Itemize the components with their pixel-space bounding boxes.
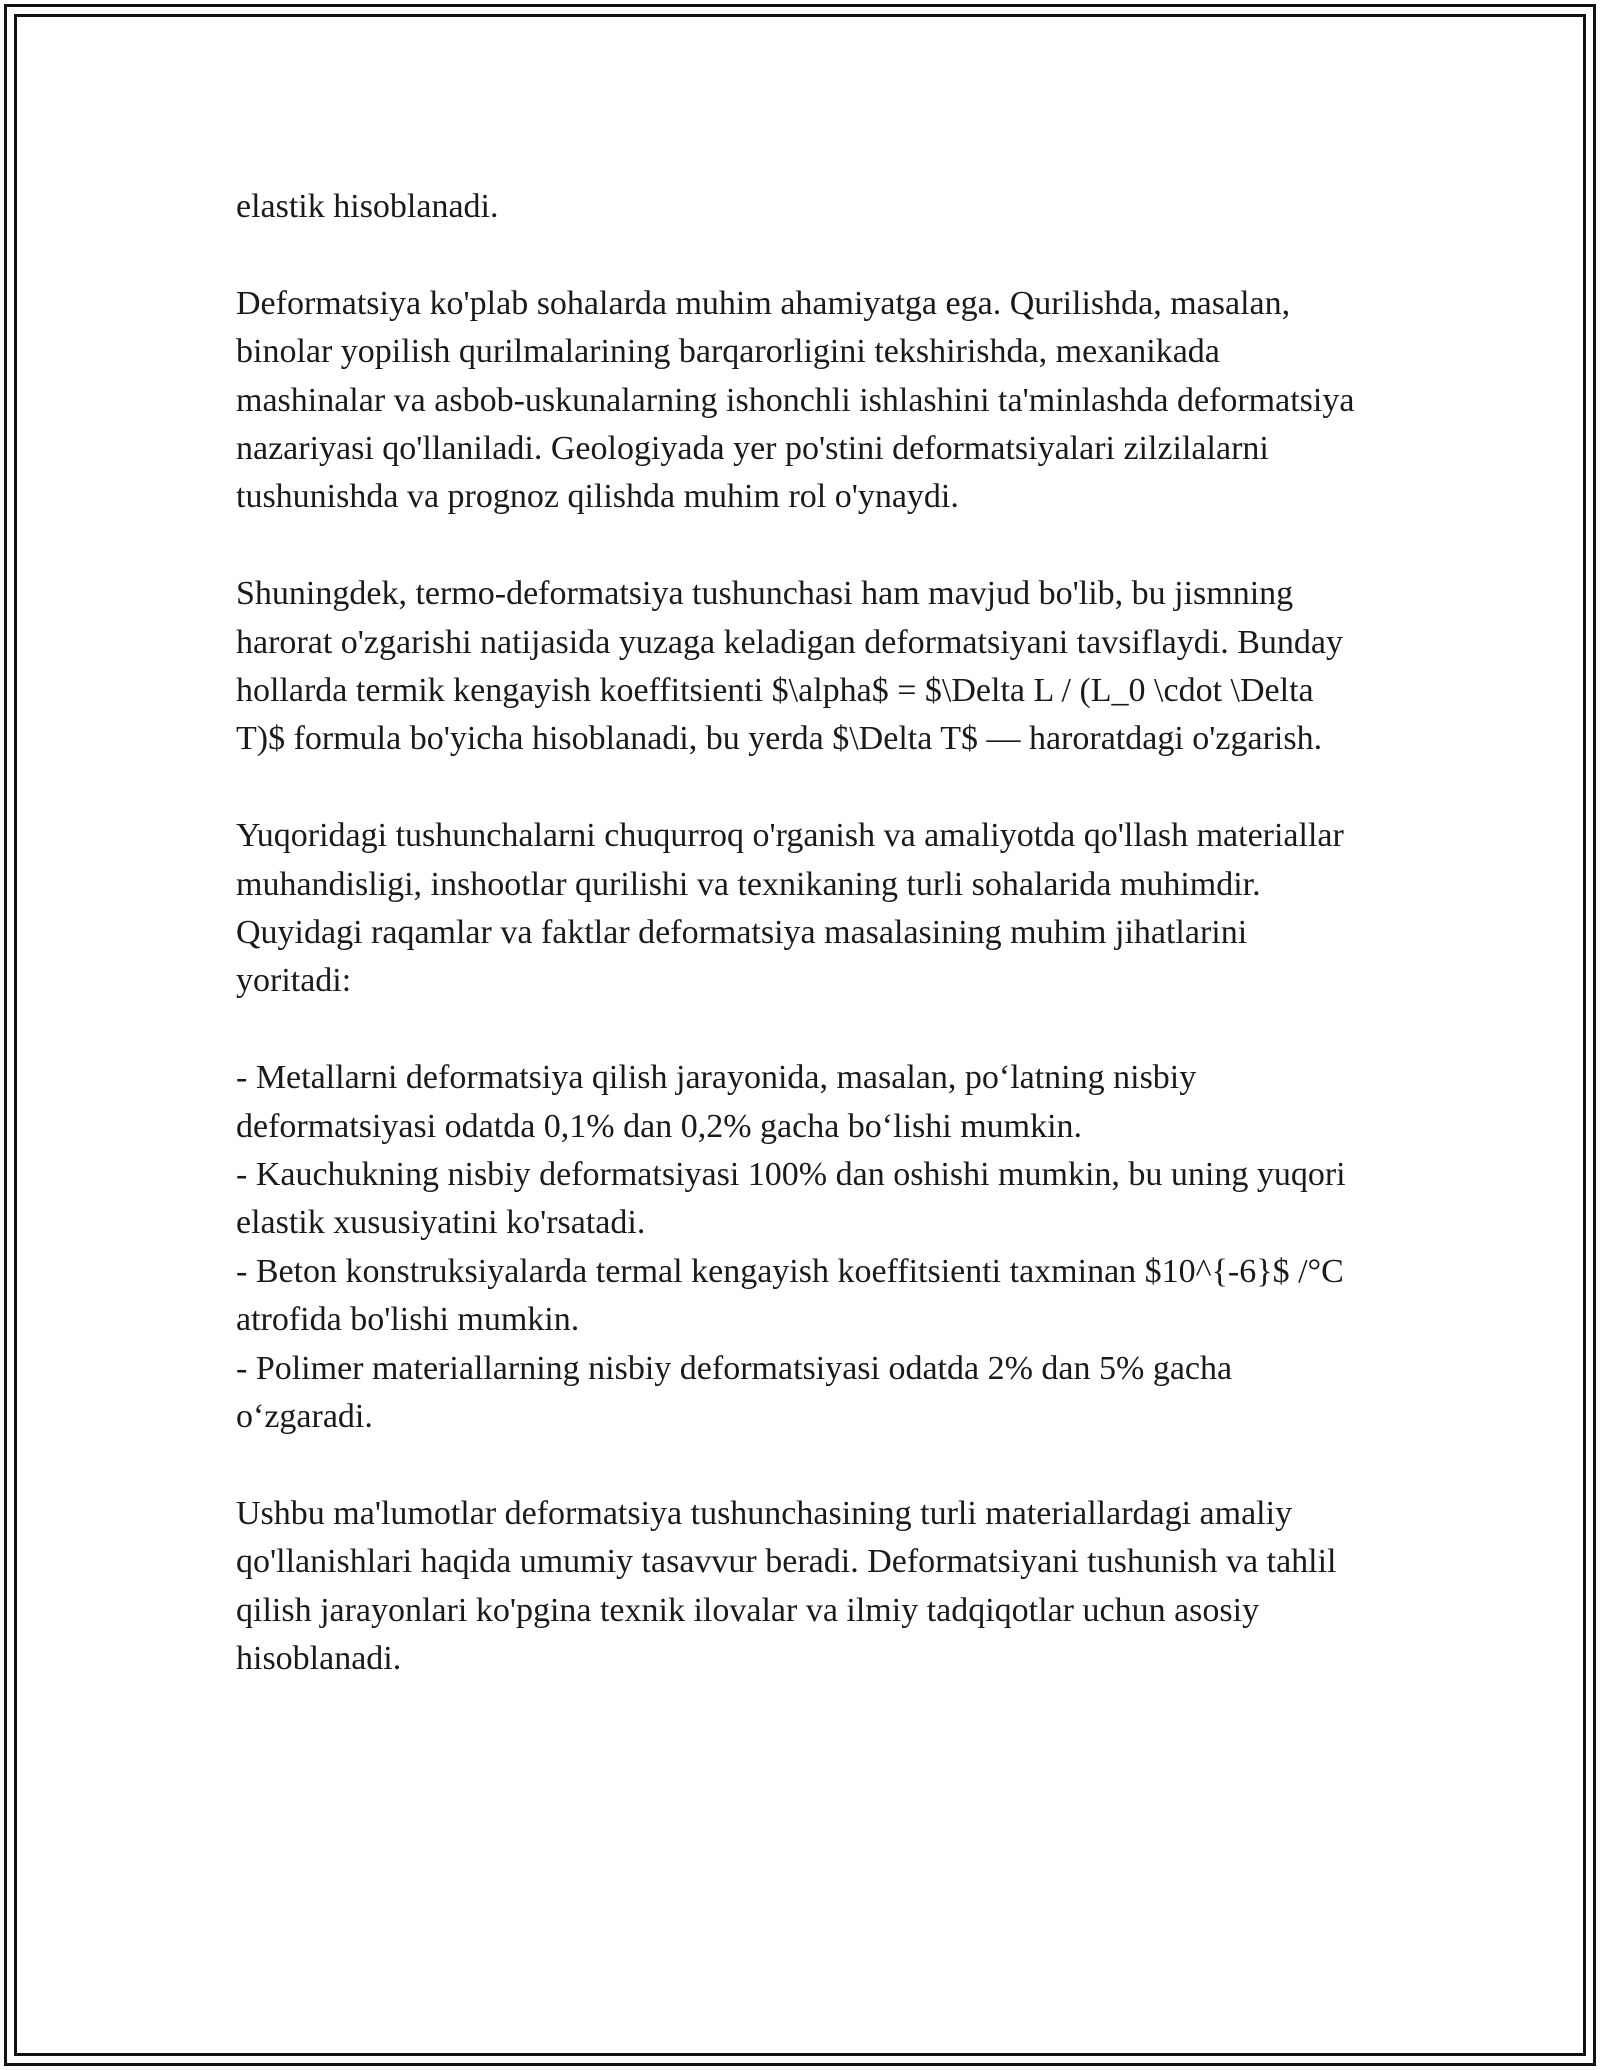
closing-paragraph: Ushbu ma'lumotlar deformatsiya tushunchasining turli materiallardagi amaliy qo'llanishlari haqida umumiy tasavvur beradi. Deformatsiyani tushunish va tahlil qilish jarayonlari ko'pgina texnik ilovalar va ilmiy tadqiqotlar uchun asosiy hisoblanadi.	[236, 1494, 1337, 1678]
document-body	[236, 183, 1356, 1732]
facts-list	[236, 1054, 1356, 1441]
paragraph-2: Deformatsiya ko'plab sohalarda muhim ahamiyatga ega. Qurilishda, masalan, binolar yopilish qurilmalarining barqarorligini tekshirishda, mexanikada mashinalar va asbob-uskunalarning ishonchli ishlashini ta'minlashda deformatsiya nazariyasi qo'llaniladi. Geologiyada yer po'stini deformatsiyalari zilzilalarni tushunishda va prognoz qilishda muhim rol o'ynaydi.	[236, 284, 1355, 516]
paragraph-4: Yuqoridagi tushunchalarni chuqurroq o'rganish va amaliyotda qo'llash materiallar muhandisligi, inshootlar qurilishi va texnikaning turli sohalarida muhimdir. Quyidagi raqamlar va faktlar deformatsiya masalasining muhim jihatlarini yoritadi:	[236, 817, 1344, 1000]
list-item: - Metallarni deformatsiya qilish jarayonida, masalan, poʻlatning nisbiy deformatsiyasi odatda 0,1% dan 0,2% gacha boʻlishi mumkin.	[236, 1059, 1197, 1145]
paragraph-3: Shuningdek, termo-deformatsiya tushunchasi ham mavjud bo'lib, bu jismning harorat o'zgarishi natijasida yuzaga keladigan deformatsiyani tavsiflaydi. Bunday hollarda termik kengayish koeffitsienti $\alpha$ = $\Delta L / (L_0 \cdot \Delta T)$ formula bo'yicha hisoblanadi, bu yerda $\Delta T$ — haroratdagi o'zgarish.	[236, 575, 1343, 758]
paragraph-1: elastik hisoblanadi.	[236, 188, 499, 225]
list-item: - Kauchukning nisbiy deformatsiyasi 100% dan oshishi mumkin, bu uning yuqori elastik xususiyatini ko'rsatadi.	[236, 1156, 1346, 1242]
list-item: - Polimer materiallarning nisbiy deformatsiyasi odatda 2% dan 5% gacha oʻzgaradi.	[236, 1349, 1233, 1436]
list-item: - Beton konstruksiyalarda termal kengayish koeffitsienti taxminan $10^{-6}$ /°C atrofida bo'lishi mumkin.	[236, 1252, 1344, 1339]
